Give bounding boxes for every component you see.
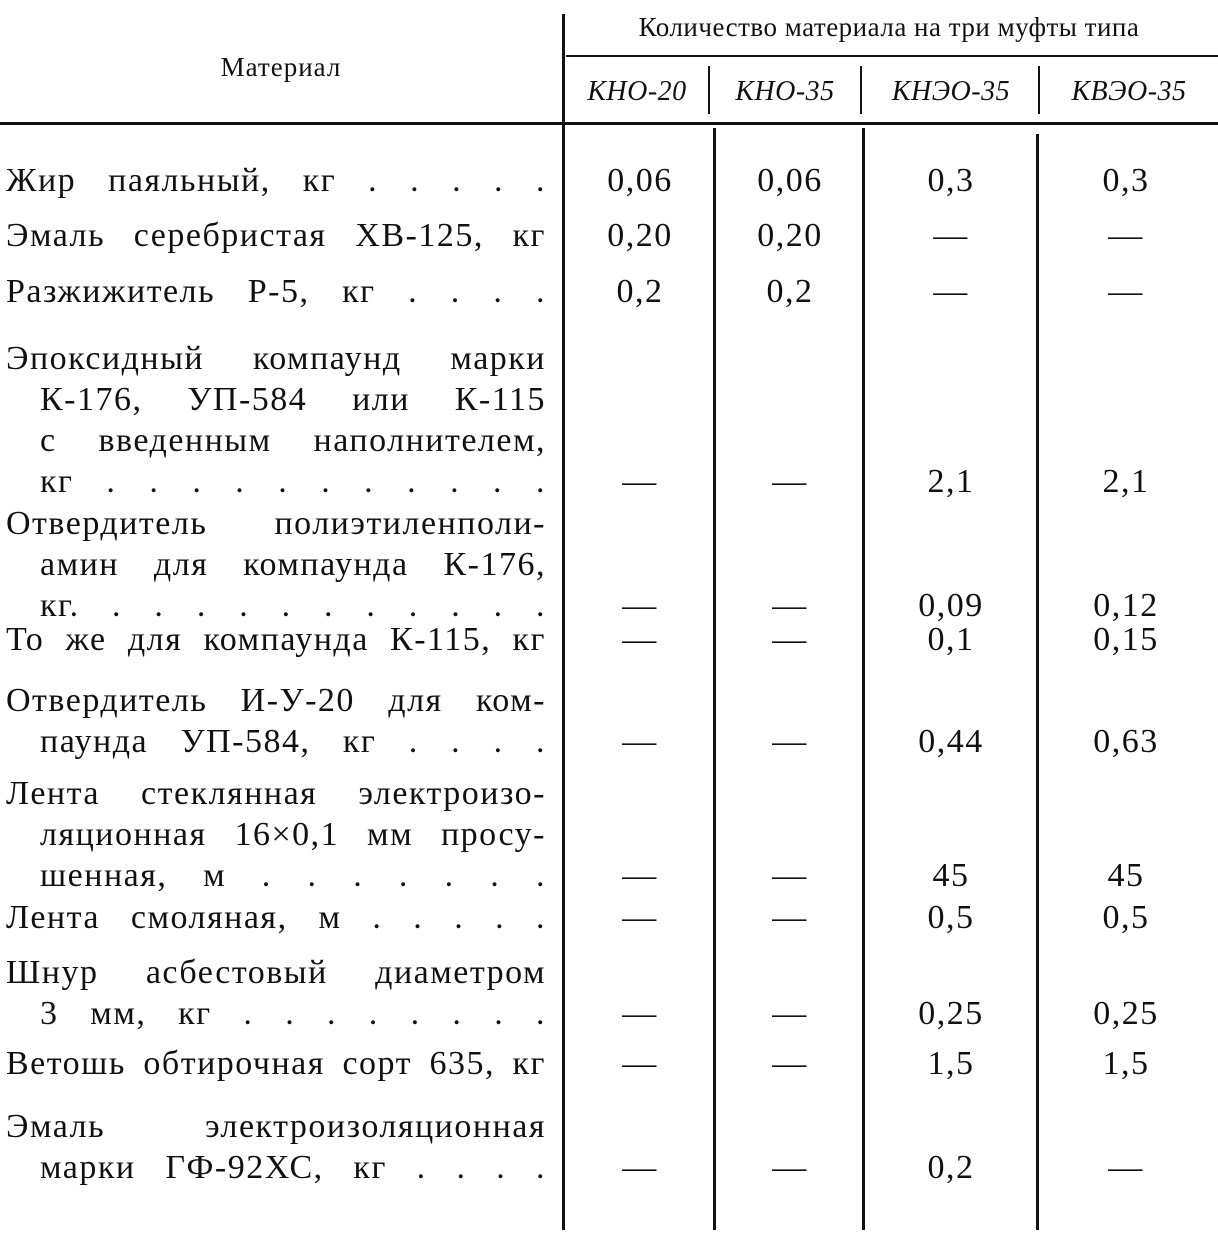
quantity-cell: 0,12 [1093, 587, 1159, 624]
quantity-cell: 45 [932, 857, 970, 894]
material-name-line: Разжижитель Р-5, кг . . . . [6, 273, 546, 310]
quantity-cell: 2,1 [927, 463, 975, 500]
material-name-line: ляционная 16×0,1 мм просу- [40, 816, 546, 853]
material-name-line: Ветошь обтирочная сорт 635, кг [6, 1045, 546, 1082]
quantity-cell: — [933, 273, 969, 310]
quantity-cell: 45 [1107, 857, 1145, 894]
material-name-line: паунда УП-584, кг . . . . [40, 723, 546, 760]
material-name [6, 952, 546, 1034]
quantity-cell: — [772, 857, 808, 894]
quantity-cell: 0,63 [1093, 723, 1159, 760]
header-bottom-rule [0, 122, 1218, 125]
quantity-cell: — [1108, 1149, 1144, 1186]
quantity-cell: 1,5 [1102, 1045, 1150, 1082]
quantity-cell: — [622, 723, 658, 760]
quantity-cell: 0,25 [918, 995, 984, 1032]
material-name [6, 897, 546, 938]
quantity-cell: 0,09 [918, 587, 984, 624]
material-name-line: 3 мм, кг . . . . . . . . [40, 995, 546, 1032]
table-row [0, 1043, 1218, 1084]
quantity-cell: 0,5 [927, 899, 975, 936]
quantity-cell: 2,1 [1102, 463, 1150, 500]
material-name-line: шенная, м . . . . . . . [40, 857, 546, 894]
quantity-cell: — [622, 1045, 658, 1082]
header-divider-2 [860, 66, 862, 114]
quantity-cell: — [1108, 273, 1144, 310]
header-col-kveo-35: КВЭО-35 [1071, 76, 1187, 107]
quantity-cell: 0,15 [1093, 621, 1159, 658]
table-row [0, 952, 1218, 1034]
material-name-line: То же для компаунда К-115, кг [6, 621, 546, 658]
material-name-line: Эпоксидный компаунд марки [6, 340, 546, 377]
material-name [6, 338, 546, 502]
material-name-line: кг. . . . . . . . . . . . [40, 587, 546, 624]
material-name-line: К-176, УП-584 или К-115 [40, 381, 546, 418]
quantity-cell: 1,5 [927, 1045, 975, 1082]
material-name [6, 215, 546, 256]
quantity-cell: 0,2 [766, 273, 814, 310]
quantity-cell: 0,44 [918, 723, 984, 760]
material-name [6, 1043, 546, 1084]
material-name-line: Лента смоляная, м . . . . . [6, 899, 546, 936]
quantity-cell: — [772, 995, 808, 1032]
material-name-line: Эмаль серебристая ХВ-125, кг [6, 217, 546, 254]
table-row [0, 680, 1218, 762]
table-row [0, 215, 1218, 256]
quantity-cell: — [772, 723, 808, 760]
material-name-line: Отвердитель полиэтиленполи- [6, 505, 546, 542]
header-col-kno-20: КНО-20 [587, 76, 687, 107]
material-name [6, 773, 546, 896]
quantity-cell: — [772, 621, 808, 658]
quantity-cell: — [772, 463, 808, 500]
table-row [0, 619, 1218, 660]
material-name-line: кг . . . . . . . . . . . [40, 463, 546, 500]
quantity-cell: 0,06 [607, 162, 673, 199]
quantity-cell: — [622, 857, 658, 894]
quantity-cell: — [622, 621, 658, 658]
quantity-cell: — [772, 1045, 808, 1082]
quantity-cell: 0,3 [1102, 162, 1150, 199]
quantity-cell: — [622, 995, 658, 1032]
table-row [0, 773, 1218, 896]
header-quantity-group: Количество материала на три муфты типа [638, 12, 1140, 42]
material-name-line: Жир паяльный, кг . . . . . [6, 162, 546, 199]
header-col-kno-35: КНО-35 [735, 76, 835, 107]
quantity-cell: — [622, 899, 658, 936]
material-name-line: Отвердитель И-У-20 для ком- [6, 682, 546, 719]
table-row [0, 503, 1218, 626]
quantity-cell: — [772, 1149, 808, 1186]
header-divider-3 [1038, 66, 1040, 114]
material-name-line: Эмаль электроизоляционная [6, 1108, 546, 1145]
quantity-cell: — [772, 587, 808, 624]
quantity-cell: 0,5 [1102, 899, 1150, 936]
material-name-line: Шнур асбестовый диаметром [6, 954, 546, 991]
material-name [6, 619, 546, 660]
material-name-line: Лента стеклянная электроизо- [6, 775, 546, 812]
material-name-line: амин для компаунда К-176, [40, 546, 546, 583]
quantity-cell: 0,3 [927, 162, 975, 199]
quantity-cell: — [622, 1149, 658, 1186]
quantity-cell: — [622, 463, 658, 500]
header-col-kneo-35: КНЭО-35 [891, 76, 1011, 107]
material-name-line: марки ГФ-92ХС, кг . . . . [40, 1149, 546, 1186]
quantity-cell: — [772, 899, 808, 936]
table-row [0, 1106, 1218, 1188]
material-name [6, 680, 546, 762]
quantity-cell: 0,06 [757, 162, 823, 199]
table-row [0, 338, 1218, 502]
quantity-cell: — [933, 217, 969, 254]
quantity-cell: 0,2 [927, 1149, 975, 1186]
material-name [6, 503, 546, 626]
material-name-line: с введенным наполнителем, [40, 422, 546, 459]
header-divider-1 [708, 66, 710, 114]
material-name [6, 271, 546, 312]
quantity-cell: — [1108, 217, 1144, 254]
table-row [0, 271, 1218, 312]
quantity-cell: 0,2 [616, 273, 664, 310]
quantity-cell: — [622, 587, 658, 624]
header-material: Материал [220, 52, 342, 82]
header-group-rule [566, 55, 1218, 57]
material-name [6, 160, 546, 201]
material-name [6, 1106, 546, 1188]
table-row [0, 160, 1218, 201]
quantity-cell: 0,1 [927, 621, 975, 658]
quantity-cell: 0,20 [757, 217, 823, 254]
quantity-cell: 0,25 [1093, 995, 1159, 1032]
quantity-cell: 0,20 [607, 217, 673, 254]
table-row [0, 897, 1218, 938]
